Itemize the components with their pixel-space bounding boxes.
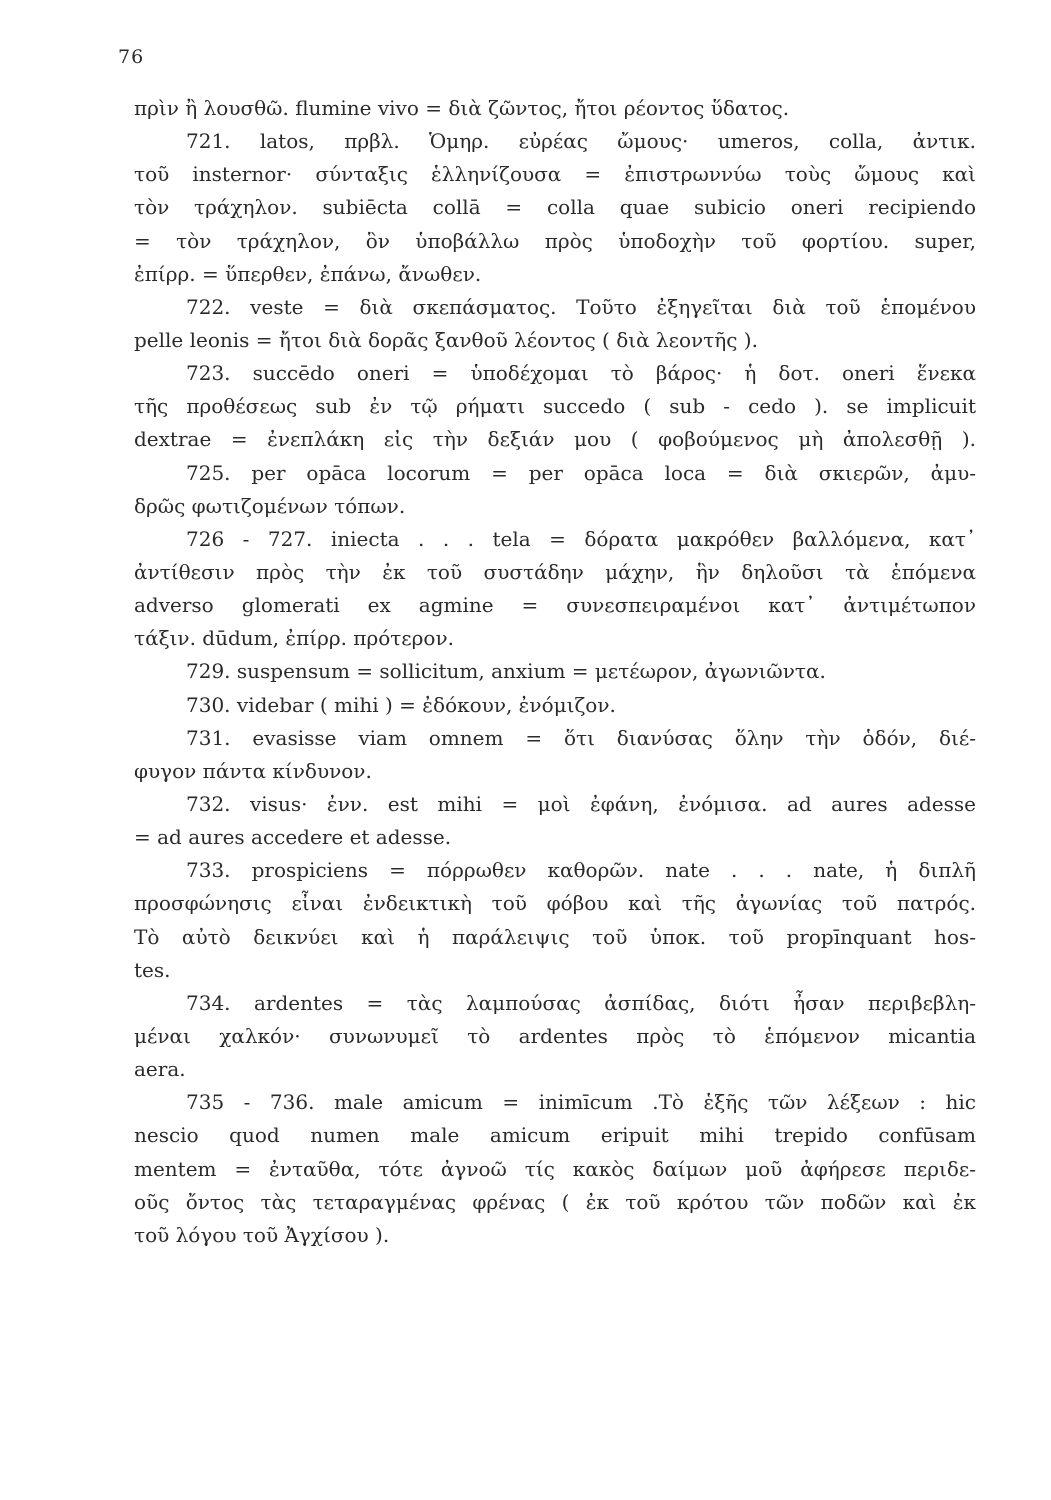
text-line: dextrae = ἐνεπλάκη εἰς τὴν δεξιάν μου ( φοβούμενος μὴ ἀπολεσθῇ ). [134, 427, 976, 452]
text-line: mentem = ἐνταῦθα, τότε ἀγνοῶ τίς κακὸς δαίμων μοῦ ἀφήρεσε περιδε- [134, 1156, 976, 1181]
text-line: τὸν τράχηλον. subiēcta collā = colla quae subicio oneri recipiendo [134, 195, 976, 220]
text-line: τοῦ insternor· σύνταξις ἑλληνίζουσα = ἐπιστρωννύω τοὺς ὤμους καὶ [134, 162, 976, 187]
text-line: 725. per opāca locorum = per opāca loca = διὰ σκιερῶν, ἀμυ- [186, 460, 976, 485]
text-line: tes. [134, 957, 171, 982]
text-line: τάξιν. dūdum, ἐπίρρ. πρότερον. [134, 626, 454, 651]
commentary-text [134, 92, 976, 1252]
text-line: τῆς προθέσεως sub ἐν τῷ ρήματι succedo ( sub - cedo ). se implicuit [134, 394, 976, 419]
text-line: 733. prospiciens = πόρρωθεν καθορῶν. nate . . . nate, ἡ διπλῆ [186, 858, 976, 883]
text-line: Τὸ αὐτὸ δεικνύει καὶ ἡ παράλειψις τοῦ ὑποκ. τοῦ propīnquant hos- [134, 924, 976, 949]
page-number: 76 [118, 46, 145, 68]
text-line: οῦς ὄντος τὰς τεταραγμένας φρένας ( ἐκ τοῦ κρότου τῶν ποδῶν καὶ ἐκ [134, 1189, 976, 1214]
text-line: 723. succēdo oneri = ὑποδέχομαι τὸ βάρος· ἡ δοτ. oneri ἕνεκα [186, 361, 976, 386]
text-line: ἀντίθεσιν πρὸς τὴν ἐκ τοῦ συστάδην μάχην, ἣν δηλοῦσι τὰ ἑπόμενα [134, 559, 976, 584]
text-line: pelle leonis = ἤτοι διὰ δορᾶς ξανθοῦ λέοντος ( διὰ λεοντῆς ). [134, 327, 758, 352]
text-line: 721. latos, πρβλ. Ὁμηρ. εὐρέας ὤμους· umeros, colla, ἀντικ. [186, 129, 976, 154]
text-line: = τὸν τράχηλον, ὃν ὑποβάλλω πρὸς ὑποδοχὴν τοῦ φορτίου. super, [134, 228, 976, 253]
text-line: adverso glomerati ex agmine = συνεσπειραμένοι κατ᾽ ἀντιμέτωπον [134, 593, 976, 618]
text-line: 730. videbar ( mihi ) = ἐδόκουν, ἐνόμιζον. [186, 692, 616, 717]
text-line: 732. visus· ἐνν. est mihi = μοὶ ἐφάνη, ἐνόμισα. ad aures adesse [186, 791, 976, 816]
text-line: πρὶν ἢ λουσθῶ. flumine vivo = διὰ ζῶντος, ἤτοι ρέοντος ὕδατος. [134, 96, 790, 120]
text-line: nescio quod numen male amicum eripuit mihi trepido confūsam [134, 1123, 976, 1148]
text-line: 734. ardentes = τὰς λαμπούσας ἀσπίδας, διότι ἦσαν περιβεβλη- [186, 990, 976, 1015]
text-line: = ad aures accedere et adesse. [134, 825, 452, 850]
text-line: 722. veste = διὰ σκεπάσματος. Τοῦτο ἐξηγεῖται διὰ τοῦ ἑπομένου [186, 294, 976, 319]
text-line: ἐπίρρ. = ὕπερθεν, ἐπάνω, ἄνωθεν. [134, 261, 482, 286]
text-line: φυγον πάντα κίνδυνον. [134, 758, 372, 783]
text-line: 729. suspensum = sollicitum, anxium = μετέωρον, ἀγωνιῶντα. [186, 659, 826, 684]
text-line: aera. [134, 1057, 186, 1082]
text-line: δρῶς φωτιζομένων τόπων. [134, 493, 406, 518]
text-line: μέναι χαλκόν· συνωνυμεῖ τὸ ardentes πρὸς τὸ ἑπόμενον micantia [134, 1023, 976, 1048]
text-line: τοῦ λόγου τοῦ Ἀγχίσου ). [134, 1222, 390, 1247]
text-line: 735 - 736. male amicum = inimīcum .Τὸ ἑξῆς τῶν λέξεων : hic [186, 1090, 976, 1115]
text-line: 726 - 727. iniecta . . . tela = δόρατα μακρόθεν βαλλόμενα, κατ᾽ [186, 526, 976, 551]
text-line: προσφώνησις εἶναι ἐνδεικτικὴ τοῦ φόβου καὶ τῆς ἀγωνίας τοῦ πατρός. [134, 891, 976, 916]
text-line: 731. evasisse viam omnem = ὅτι διανύσας ὅλην τὴν ὁδόν, διέ- [186, 725, 976, 750]
